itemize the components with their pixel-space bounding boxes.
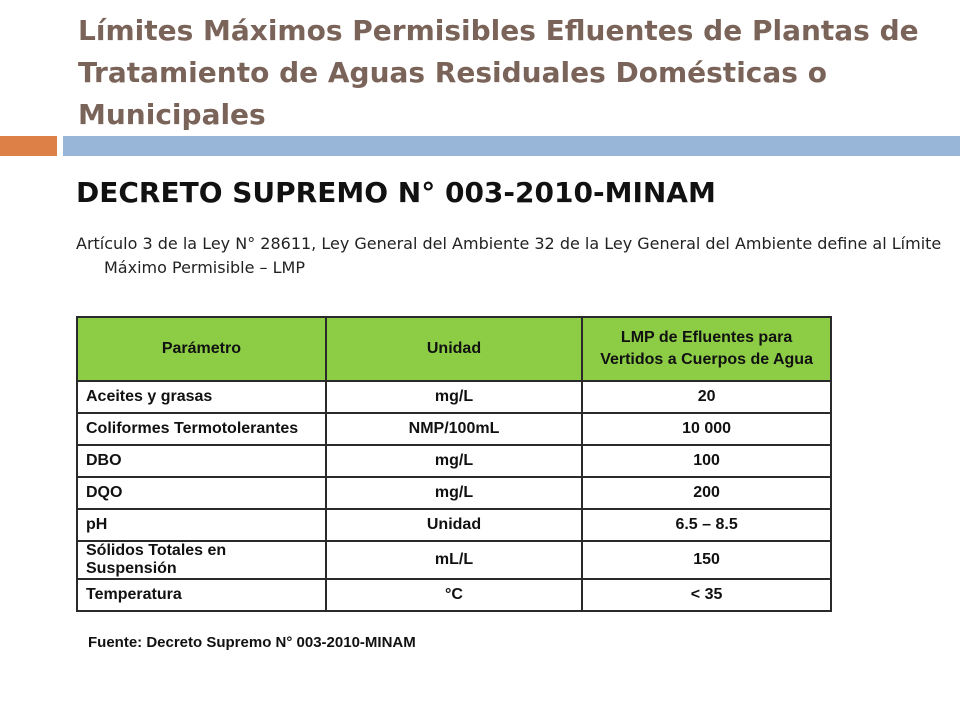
cell-limit: 150 xyxy=(582,541,831,579)
table-row xyxy=(77,445,831,477)
lmp-table xyxy=(76,316,832,612)
cell-unit: mL/L xyxy=(326,541,582,579)
cell-unit: mg/L xyxy=(326,445,582,477)
body-paragraph: Artículo 3 de la Ley N° 28611, Ley General del Ambiente 32 de la Ley General del Ambiente define al Límite Máximo Permisible – LMP xyxy=(76,234,942,277)
slide-title: Límites Máximos Permisibles Efluentes de Plantas de Tratamiento de Aguas Residuales Domésticas o Municipales xyxy=(78,14,919,131)
table-row xyxy=(77,477,831,509)
cell-parameter: pH xyxy=(77,509,326,541)
decree-heading: DECRETO SUPREMO N° 003-2010-MINAM xyxy=(76,176,716,209)
cell-unit: mg/L xyxy=(326,477,582,509)
header-limit: LMP de Efluentes para Vertidos a Cuerpos de Agua xyxy=(582,317,831,381)
cell-limit: 100 xyxy=(582,445,831,477)
table-row xyxy=(77,413,831,445)
cell-limit: 200 xyxy=(582,477,831,509)
cell-unit: NMP/100mL xyxy=(326,413,582,445)
accent-bar-blue xyxy=(63,136,960,156)
cell-parameter: Aceites y grasas xyxy=(77,381,326,413)
cell-parameter: DBO xyxy=(77,445,326,477)
cell-unit: Unidad xyxy=(326,509,582,541)
cell-limit: < 35 xyxy=(582,579,831,611)
cell-limit: 20 xyxy=(582,381,831,413)
table-row xyxy=(77,381,831,413)
cell-unit: mg/L xyxy=(326,381,582,413)
header-unit: Unidad xyxy=(326,317,582,381)
cell-parameter: Coliformes Termotolerantes xyxy=(77,413,326,445)
accent-bar-orange xyxy=(0,136,57,156)
header-parameter: Parámetro xyxy=(77,317,326,381)
cell-limit: 6.5 – 8.5 xyxy=(582,509,831,541)
lmp-table-container xyxy=(76,316,832,612)
cell-unit: °C xyxy=(326,579,582,611)
table-row xyxy=(77,509,831,541)
table-row xyxy=(77,579,831,611)
cell-parameter: Sólidos Totales en Suspensión xyxy=(77,541,326,579)
cell-parameter: Temperatura xyxy=(77,579,326,611)
table-header-row xyxy=(77,317,831,381)
cell-limit: 10 000 xyxy=(582,413,831,445)
table-source-note: Fuente: Decreto Supremo N° 003-2010-MINAM xyxy=(88,634,416,651)
cell-parameter: DQO xyxy=(77,477,326,509)
table-row xyxy=(77,541,831,579)
